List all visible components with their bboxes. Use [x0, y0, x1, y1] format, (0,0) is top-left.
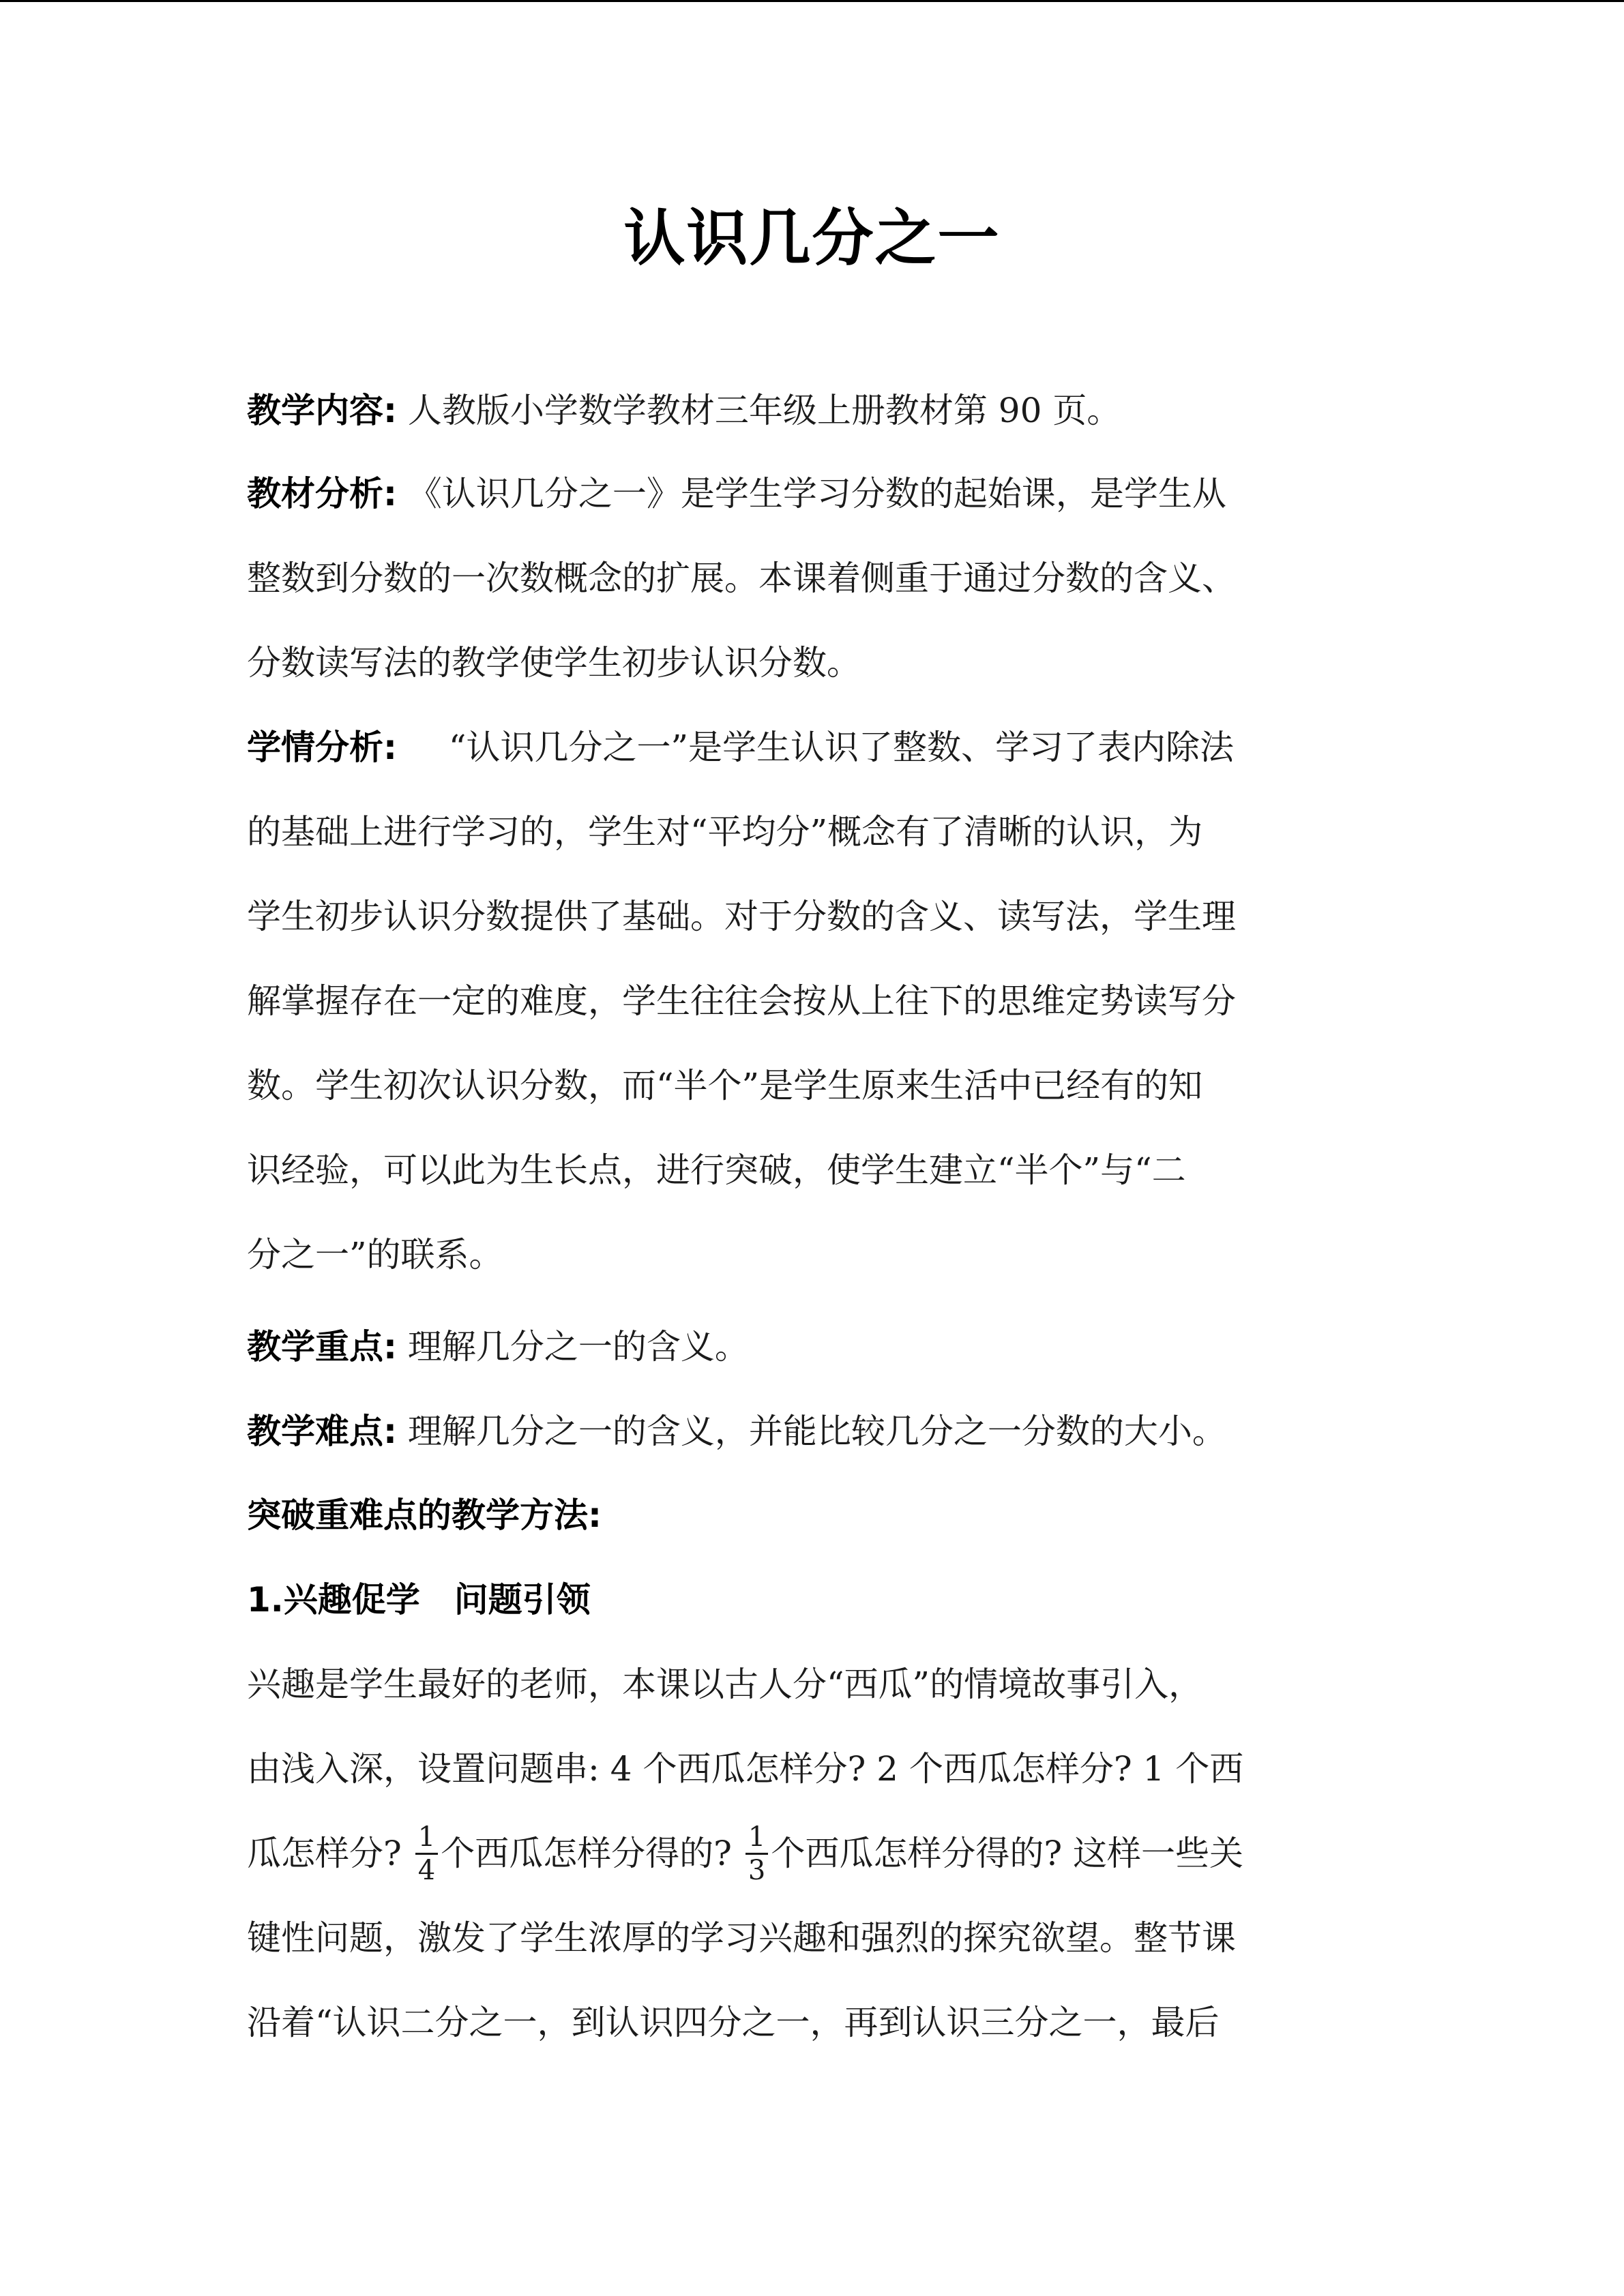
- method1-line-4: 键性问题，激发了学生浓厚的学习兴趣和强烈的探究欲望。整节课: [247, 1918, 1236, 1958]
- difficult-point-text: 理解几分之一的含义，并能比较几分之一分数的大小。: [407, 1412, 1226, 1451]
- textbook-analysis-line-1: [247, 451, 1393, 536]
- student-analysis-line-4: 解掌握存在一定的难度，学生往往会按从上往下的思维定势读写分: [247, 981, 1236, 1021]
- student-analysis-line-2: 的基础上进行学习的，学生对“平均分”概念有了清晰的认识，为: [247, 812, 1203, 852]
- content-paragraph: [247, 368, 1393, 453]
- method1-line-5: 沿着“认识二分之一，到认识四分之一，再到认识三分之一，最后: [247, 2003, 1220, 2042]
- fraction-denominator: 3: [748, 1854, 766, 1886]
- content-text: 人教版小学数学教材三年级上册教材第 90 页。: [407, 391, 1121, 430]
- student-analysis-line-1: [247, 705, 1393, 790]
- method1-line-1: 兴趣是学生最好的老师，本课以古人分“西瓜”的情境故事引入，: [247, 1665, 1203, 1704]
- key-point-label: 教学重点:: [247, 1327, 397, 1367]
- text-line: 《认识几分之一》是学生学习分数的起始课，是学生从: [407, 474, 1226, 513]
- fraction-one-third: [745, 1821, 768, 1886]
- text-segment: 个西瓜怎样分得的?: [441, 1834, 732, 1873]
- textbook-analysis-line-3: 分数读写法的教学使学生初步认识分数。: [247, 643, 861, 683]
- student-analysis-line-7: 分之一”的联系。: [247, 1235, 503, 1274]
- method1-heading: 1.兴趣促学 问题引领: [247, 1580, 591, 1620]
- student-analysis-line-5: 数。学生初次认识分数，而“半个”是学生原来生活中已经有的知: [247, 1066, 1203, 1105]
- methods-heading: 突破重难点的教学方法:: [247, 1495, 602, 1535]
- student-analysis-label: 学情分析:: [247, 728, 397, 767]
- key-point-text: 理解几分之一的含义。: [407, 1327, 749, 1367]
- text-segment: 瓜怎样分?: [247, 1834, 402, 1873]
- fraction-numerator: 1: [745, 1821, 768, 1855]
- difficult-point-label: 教学难点:: [247, 1412, 397, 1451]
- fraction-denominator: 4: [417, 1854, 436, 1886]
- text-line: “认识几分之一”是学生认识了整数、学习了表内除法: [448, 728, 1235, 767]
- textbook-analysis-label: 教材分析:: [247, 474, 397, 513]
- student-analysis-line-3: 学生初步认识分数提供了基础。对于分数的含义、读写法，学生理: [247, 897, 1236, 936]
- student-analysis-line-6: 识经验，可以此为生长点，进行突破，使学生建立“半个”与“二: [247, 1150, 1186, 1190]
- difficult-point-paragraph: [247, 1389, 1393, 1474]
- textbook-analysis-line-2: 整数到分数的一次数概念的扩展。本课着侧重于通过分数的含义、: [247, 558, 1236, 598]
- fraction-one-quarter: [415, 1821, 438, 1886]
- content-label: 教学内容:: [247, 391, 397, 430]
- key-point-paragraph: [247, 1304, 1393, 1389]
- text-segment: 个西瓜怎样分得的? 这样一些关: [771, 1834, 1244, 1873]
- method1-line-3: [247, 1811, 1393, 1896]
- page-title: 认识几分之一: [623, 203, 1001, 274]
- page-top-border: [0, 0, 1624, 2]
- method1-line-2: 由浅入深，设置问题串: 4 个西瓜怎样分? 2 个西瓜怎样分? 1 个西: [247, 1749, 1244, 1789]
- fraction-numerator: 1: [415, 1821, 438, 1855]
